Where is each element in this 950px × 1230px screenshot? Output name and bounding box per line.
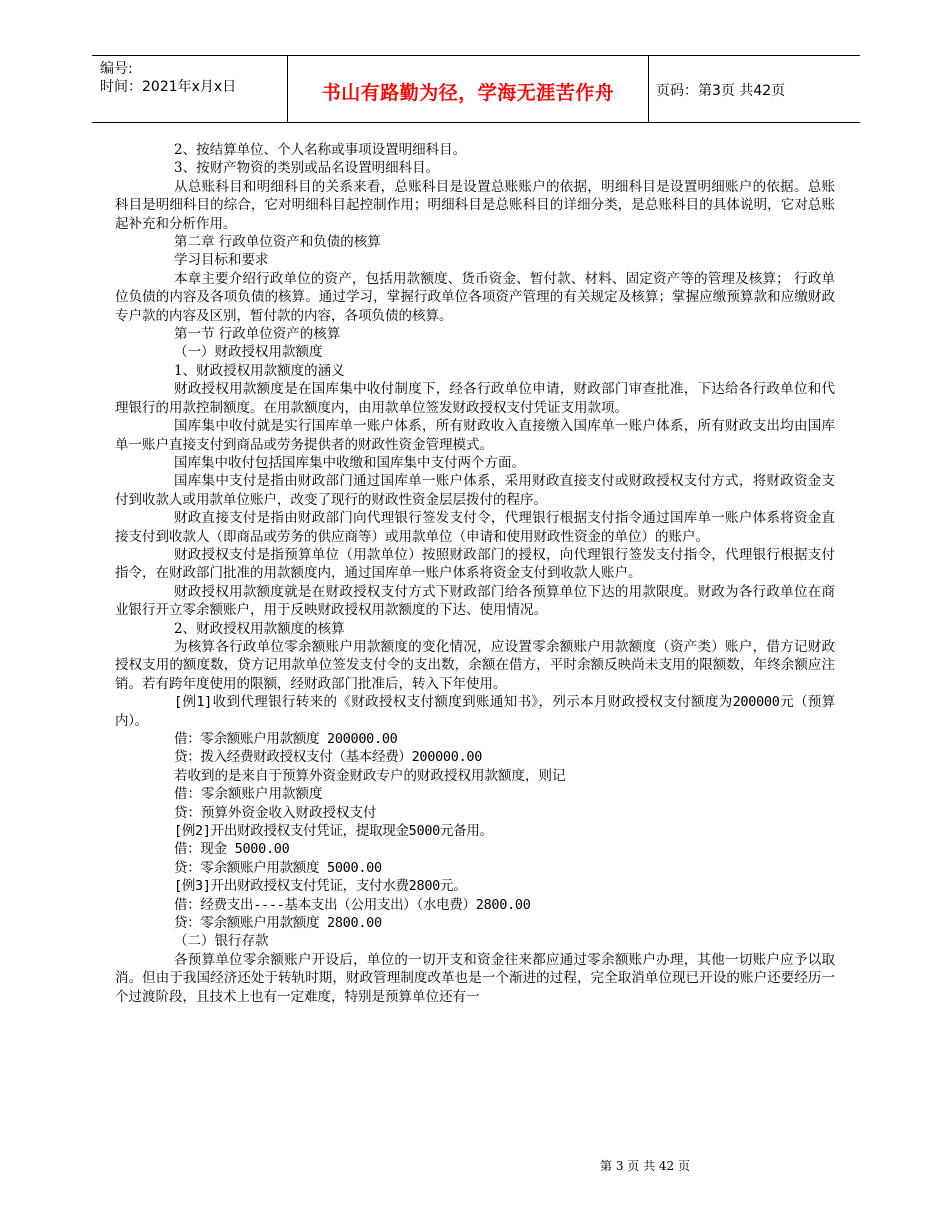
journal-entry: 借：零余额账户用款额度 200000.00 xyxy=(174,731,398,747)
header-page-cell xyxy=(648,56,860,122)
paragraph: 从总账科目和明细科目的关系来看，总账科目是设置总账账户的依据，明细科目是设置明细账户的依据。总账科目是明细科目的综合，它对明细科目起控制作用；明细科目是总账科目的详细分类，是总账科目的具体说明，它对总账起补充和分析作用。 xyxy=(115,178,835,232)
journal-entry: 借：经费支出----基本支出（公用支出）（水电费）2800.00 xyxy=(174,896,531,913)
motto-text: 书山有路勤为径，学海无涯苦作舟 xyxy=(321,82,615,104)
paragraph: 国库集中收付就是实行国库单一账户体系，所有财政收入直接缴入国库单一账户体系，所有财政支出均由国库单一账户直接支付到商品或劳务提供者的财政性资金管理模式。 xyxy=(115,418,835,453)
paragraph: 2、按结算单位、个人名称或事项设置明细科目。 xyxy=(174,142,467,158)
section-heading: 2、财政授权用款额度的核算 xyxy=(174,620,345,637)
paragraph: 为核算各行政单位零余额账户用款额度的变化情况，应设置零余额账户用款额度（资产类）账户，借方记财政授权支用的额度数，贷方记用款单位签发支付令的支出数，余额在借方，平时余额反映尚未支用的限额数，年终余额应注销。若有跨年度使用的限额，经财政部门批准后，转入下年使用。 xyxy=(115,638,835,692)
journal-entry: 贷：零余额账户用款额度 5000.00 xyxy=(174,859,382,876)
page-number-label: 页码：第3页 共42页 xyxy=(656,83,786,99)
example-paragraph: [例1]收到代理银行转来的《财政授权支付额度到账通知书》，列示本月财政授权支付额度为200000元（预算内）。 xyxy=(115,694,835,729)
example-paragraph: [例2]开出财政授权支付凭证，提取现金5000元备用。 xyxy=(174,823,493,840)
journal-entry: 借：零余额账户用款额度 xyxy=(174,786,323,803)
time-label: 时间：2021年x月x日 xyxy=(100,79,237,95)
example-paragraph: [例3]开出财政授权支付凭证，支付水费2800元。 xyxy=(174,878,467,895)
document-body xyxy=(115,141,835,1006)
journal-entry: 借：现金 5000.00 xyxy=(174,841,290,858)
paragraph: 财政授权用款额度是在国库集中收付制度下，经各行政单位申请，财政部门审查批准，下达给各行政单位和代理银行的用款控制额度。在用款额度内，由用款单位签发财政授权支付凭证支用款项。 xyxy=(115,381,835,416)
chapter-heading: 第二章 行政单位资产和负债的核算 xyxy=(174,234,381,251)
paragraph: 若收到的是来自于预算外资金财政专户的财政授权用款额度，则记 xyxy=(174,767,566,784)
section-heading: （二）银行存款 xyxy=(174,933,269,950)
paragraph: 各预算单位零余额账户开设后，单位的一切开支和资金往来都应通过零余额账户办理，其他一切账户应予以取消。但由于我国经济还处于转轨时期，财政管理制度改革也是一个渐进的过程，完全取消单位现已开设的账户还要经历一个过渡阶段，且技术上也有一定难度，特别是预算单位还有一 xyxy=(115,951,835,1005)
paragraph: 国库集中支付是指由财政部门通过国库单一账户体系，采用财政直接支付或财政授权支付方式，将财政资金支付到收款人或用款单位账户，改变了现行的财政性资金层层拨付的程序。 xyxy=(115,473,835,508)
paragraph: 财政授权用款额度就是在财政授权支付方式下财政部门给各预算单位下达的用款限度。财政为各行政单位在商业银行开立零余额账户，用于反映财政授权用款额度的下达、使用情况。 xyxy=(115,583,835,619)
paragraph: 3、按财产物资的类别或品名设置明细科目。 xyxy=(174,160,440,177)
journal-entry: 贷：零余额账户用款额度 2800.00 xyxy=(174,915,382,932)
header-meta xyxy=(92,56,287,122)
paragraph: 本章主要介绍行政单位的资产，包括用款额度、货币资金、暂付款、材料、固定资产等的管理及核算； 行政单位负债的内容及各项负债的核算。通过学习，掌握行政单位各项资产管理的有关规定及核算；掌握应缴预算款和应缴财政专户款的内容及区别，暂付款的内容，各项负债的核算。 xyxy=(115,270,835,324)
page-footer: 第 3 页 共 42 页 xyxy=(600,1159,690,1173)
section-heading: 学习目标和要求 xyxy=(174,252,269,269)
section-heading: （一）财政授权用款额度 xyxy=(174,344,323,361)
number-label: 编号: xyxy=(100,61,133,77)
paragraph: 财政直接支付是指由财政部门向代理银行签发支付令，代理银行根据支付指令通过国库单一账户体系将资金直接支付到收款人（即商品或劳务的供应商等）或用款单位（申请和使用财政性资金的单位）的账户。 xyxy=(115,510,835,545)
journal-entry: 贷：预算外资金收入财政授权支付 xyxy=(174,804,377,821)
header-motto-cell xyxy=(287,56,649,122)
document-header xyxy=(92,55,860,123)
journal-entry: 贷：拨入经费财政授权支付（基本经费）200000.00 xyxy=(174,749,483,766)
section-heading: 第一节 行政单位资产的核算 xyxy=(174,326,341,343)
paragraph: 国库集中收付包括国库集中收缴和国库集中支付两个方面。 xyxy=(174,454,525,471)
section-heading: 1、财政授权用款额度的涵义 xyxy=(174,362,345,379)
paragraph: 财政授权支付是指预算单位（用款单位）按照财政部门的授权，向代理银行签发支付指令，代理银行根据支付指令，在财政部门批准的用款额度内，通过国库单一账户体系将资金支付到收款人账户。 xyxy=(115,546,835,582)
